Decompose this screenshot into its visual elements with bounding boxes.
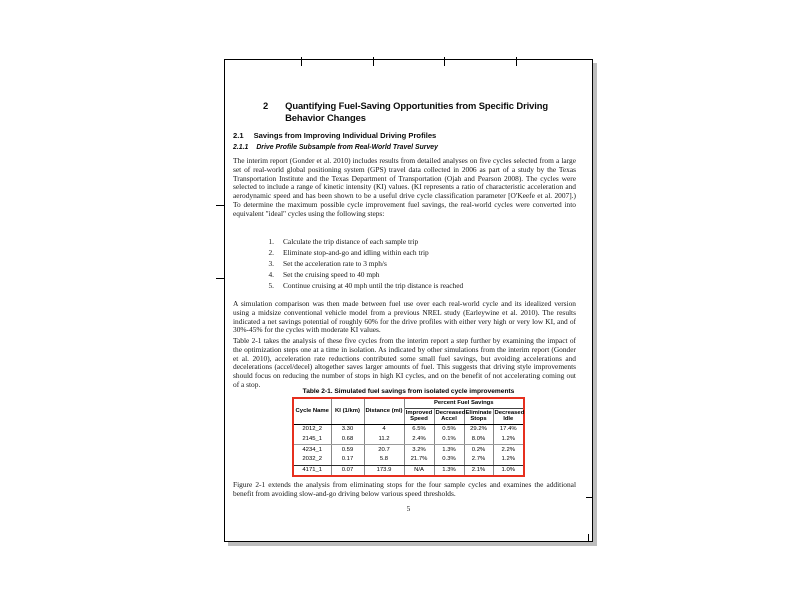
- col-header-eliminate-stops: Eliminate Stops: [464, 408, 493, 424]
- paragraph-1: The interim report (Gonder et al. 2010) includes results from detailed analyses on five cycles selected from a large set of real-world global positioning system (GPS) travel data collected in 2006 as part of a study by the Texas Transportation Institute and the Texas Department of Transportation (Ojah and Pearson 2008). The cycles were selected to include a range of kinetic intensity (KI) values. (KI represents a ratio of characteristic acceleration and aerodynamic speed and has been shown to be a useful drive cycle classification parameter [O'Keefe et al. 2007].) To determine the maximum possible cycle improvement fuel savings, the real-world cycles were converted into equivalent "ideal" cycles using the following steps:: [233, 156, 576, 218]
- fuel-savings-table: [294, 399, 523, 475]
- cell-ki: 3.30: [331, 424, 364, 434]
- cell-cycle-name: 4234_1: [294, 445, 331, 455]
- cell-improved-speed: 3.2%: [404, 445, 434, 455]
- section-title: Quantifying Fuel-Saving Opportunities from Specific Driving Behavior Changes: [285, 100, 548, 123]
- subsection-heading: [233, 131, 436, 140]
- crop-tick-top: [373, 57, 374, 66]
- cell-decreased-accel: 1.3%: [434, 445, 464, 455]
- cell-eliminate-stops: 8.0%: [464, 434, 493, 444]
- cell-decreased-idle: 17.4%: [499, 426, 517, 433]
- cell-distance: 173.9: [364, 465, 404, 475]
- document-page: [224, 59, 593, 542]
- cell-ki: 0.59: [331, 445, 364, 455]
- list-item-text: Continue cruising at 40 mph until the trip distance is reached: [283, 281, 464, 290]
- crop-tick-left: [216, 278, 224, 279]
- crop-tick-top: [444, 57, 445, 66]
- crop-tick-top: [301, 57, 302, 66]
- list-item-text: Calculate the trip distance of each sample trip: [283, 237, 419, 246]
- cell-decreased-accel: 0.5%: [434, 424, 464, 434]
- cell-decreased-idle: 1.0%: [501, 467, 515, 474]
- table-row: [294, 434, 523, 444]
- cell-distance: 11.2: [364, 434, 404, 444]
- col-header-decreased-accel: Decreased Accel: [434, 408, 464, 424]
- cell-distance: 4: [364, 424, 404, 434]
- list-item-text: Set the cruising speed to 40 mph: [283, 270, 380, 279]
- list-item-number: 1.: [268, 237, 274, 246]
- cell-cycle-name: 2032_2: [294, 455, 331, 465]
- col-header-distance: Distance (mi): [364, 399, 404, 424]
- crop-tick-left: [216, 205, 224, 206]
- crop-tick-right: [586, 497, 593, 498]
- cell-decreased-idle: 1.2%: [493, 434, 523, 444]
- cell-improved-speed: N/A: [404, 465, 434, 475]
- list-item: [266, 258, 566, 269]
- cell-decreased-idle: 1.2%: [493, 455, 523, 465]
- list-item-text: Eliminate stop-and-go and idling within each trip: [283, 248, 429, 257]
- table-row: [294, 455, 523, 465]
- list-item-text: Set the acceleration rate to 3 mph/s: [283, 259, 387, 268]
- section-number: 2: [263, 100, 269, 111]
- table-title: Table 2-1. Simulated fuel savings from isolated cycle improvements: [302, 388, 515, 395]
- cell-eliminate-stops: 0.2%: [464, 445, 493, 455]
- cell-eliminate-stops: 2.7%: [464, 455, 493, 465]
- list-item-number: 4.: [268, 270, 274, 279]
- table-highlight-box: [292, 397, 525, 477]
- list-item: [266, 280, 566, 291]
- paragraph-2: A simulation comparison was then made between fuel use over each real-world cycle and its idealized version using a midsize conventional vehicle model from a previous NREL study (Earleywine et al. 2010). The results indicated a net savings potential of roughly 60% for the drive profiles with either very high or very low KI, and of 30%-45% for the cycles with moderate KI values.: [233, 299, 576, 335]
- list-item: [266, 247, 566, 258]
- cell-cycle-name: 2012_2: [294, 424, 331, 434]
- cell-decreased-accel: 1.3%: [434, 465, 464, 475]
- cell-improved-speed: 21.7%: [404, 455, 434, 465]
- crop-tick-top: [516, 57, 517, 66]
- cell-improved-speed: 2.4%: [404, 434, 434, 444]
- col-header-improved-speed: Improved Speed: [404, 408, 434, 424]
- cell-decreased-accel: 0.1%: [434, 434, 464, 444]
- crop-tick-bottom: [588, 534, 589, 542]
- cell-distance: 5.8: [364, 455, 404, 465]
- table-row: [294, 424, 523, 434]
- paragraph-3: Table 2-1 takes the analysis of these five cycles from the interim report a step further by examining the impact of the optimization steps one at a time in isolation. As indicated by other simulations from the interim report (Gonder et al. 2010), acceleration rate reductions contributed some small fuel savings, but avoiding accelerations and decelerations (accel/decel) altogether saves larger amounts of fuel. This suggests that driving style improvements should focus on reducing the number of stops in high KI cycles, and on the benefit of not accelerating coming out of a stop.: [233, 336, 576, 389]
- col-header-decreased-idle: Decreased Idle: [493, 408, 523, 424]
- page-number: 5: [406, 504, 411, 513]
- cell-cycle-name: 2145_1: [294, 434, 331, 444]
- cell-eliminate-stops: 2.1%: [464, 465, 493, 475]
- subsection-number: 2.1: [233, 131, 244, 140]
- cell-ki: 0.17: [331, 455, 364, 465]
- table-row: [294, 465, 523, 475]
- col-header-percent-fuel-savings: Percent Fuel Savings: [404, 399, 523, 408]
- subsubsection-number: 2.1.1: [233, 144, 249, 151]
- list-item: [266, 236, 566, 247]
- list-item-number: 2.: [268, 248, 274, 257]
- list-item-number: 5.: [268, 281, 274, 290]
- table-row: [294, 445, 523, 455]
- cell-eliminate-stops: 29.2%: [464, 424, 493, 434]
- cell-decreased-accel: 0.3%: [434, 455, 464, 465]
- paragraph-4: Figure 2-1 extends the analysis from eliminating stops for the four sample cycles and examines the additional benefit from avoiding slow-and-go driving below various speed thresholds.: [233, 480, 576, 498]
- cell-improved-speed: 6.5%: [404, 424, 434, 434]
- subsection-title: Savings from Improving Individual Driving Profiles: [253, 131, 437, 140]
- list-item-number: 3.: [268, 259, 274, 268]
- numbered-list: [266, 236, 566, 291]
- cell-ki: 0.07: [331, 465, 364, 475]
- col-header-ki: KI (1/km): [331, 399, 364, 424]
- cell-decreased-idle: 2.2%: [501, 446, 515, 453]
- section-heading: [263, 100, 579, 124]
- col-header-cycle-name: Cycle Name: [294, 399, 331, 424]
- subsubsection-heading: [233, 144, 438, 151]
- cell-ki: 0.68: [331, 434, 364, 444]
- list-item: [266, 269, 566, 280]
- subsubsection-title: Drive Profile Subsample from Real-World Travel Survey: [256, 144, 438, 151]
- cell-distance: 20.7: [364, 445, 404, 455]
- cell-cycle-name: 4171_1: [294, 465, 331, 475]
